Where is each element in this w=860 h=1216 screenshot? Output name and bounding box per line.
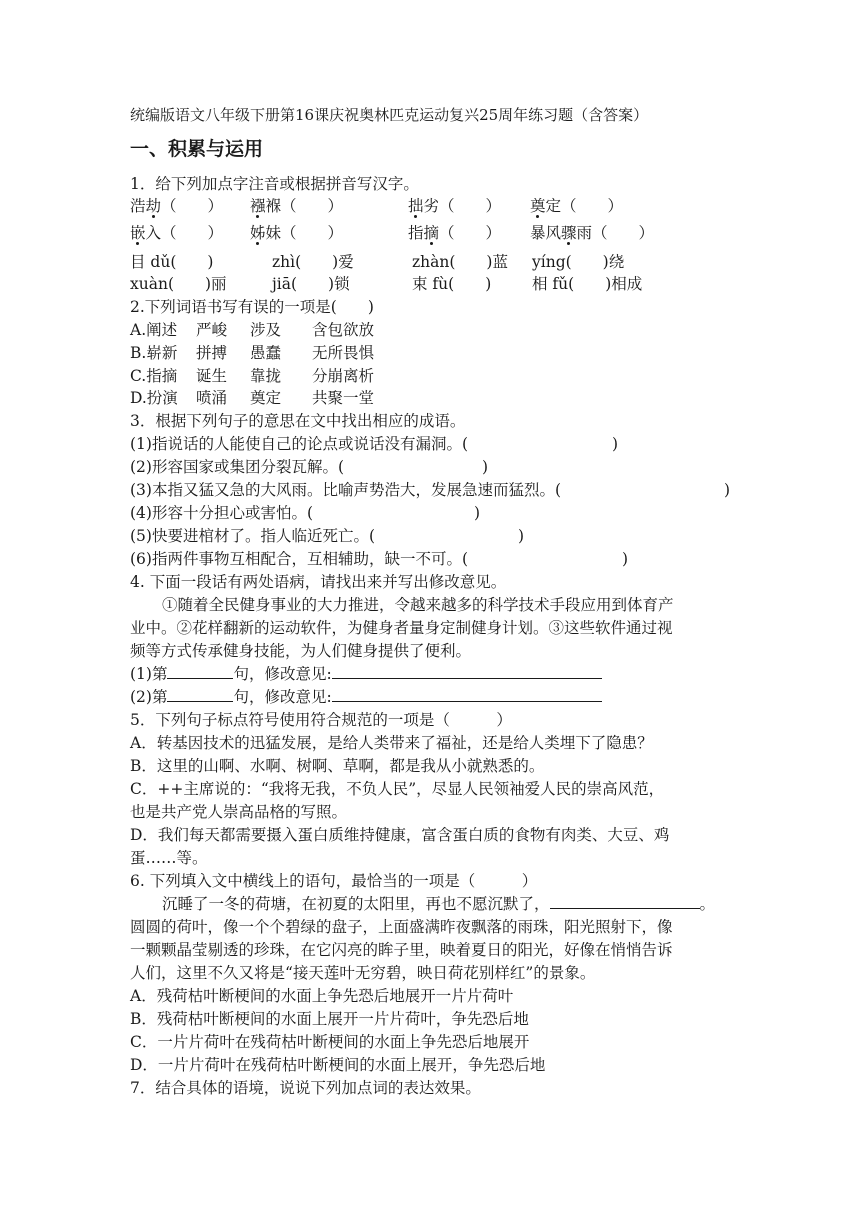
word: 无所畏惧 [312,344,375,362]
q1-item: xuàn( )丽 [130,275,227,293]
answer-blank[interactable] [167,687,233,702]
q1-item: jiā( )锁 [272,275,350,293]
q4-answer-1: (1)第 句，修改意见: [130,663,860,685]
answer-blank[interactable] [332,664,602,679]
q2-prompt: 2.下列词语书写有误的一项是( ) [130,298,374,316]
q3-prompt: 3．根据下列句子的意思在文中找出相应的成语。 [130,412,466,430]
q5-line: 蛋……等。 [130,849,208,867]
q3-item-4: (4)形容十分担心或害怕。( ) [130,504,481,522]
q4-passage-line: ①随着全民健身事业的大力推进，令越来越多的科学技术手段应用到体育产 [162,596,674,614]
word: 拼搏 [196,344,228,362]
q1-item: zhì( )爱 [272,253,354,271]
q1-item: 相 fǔ( )相成 [532,275,643,293]
q1-item: 奠定（ ） [530,197,624,215]
q6-passage-line: 一颗颗晶莹剔透的珍珠，在它闪亮的眸子里，映着夏日的阳光，好像在悄悄告诉 [130,941,673,959]
word: 奠定 [250,389,282,407]
q1-item: zhàn( )蓝 [412,253,508,271]
section-heading: 一、积累与运用 [130,138,264,160]
word: 含包欲放 [312,321,375,339]
q6-option-b: B．残荷枯叶断梗间的水面上展开一片片荷叶，争先恐后地 [130,1010,529,1028]
q7-prompt: 7．结合具体的语境，说说下列加点词的表达效果。 [130,1079,481,1097]
q6-passage-line: 圆圆的荷叶，像一个个碧绿的盘子，上面盛满昨夜飘落的雨珠，阳光照射下，像 [130,918,673,936]
q3-item-2: (2)形容国家或集团分裂瓦解。( ) [130,458,489,476]
q6-option-a: A．残荷枯叶断梗间的水面上争先恐后地展开一片片荷叶 [130,987,514,1005]
q6-prompt: 6. 下列填入文中横线上的语句，最恰当的一项是（ ） [130,872,538,890]
q4-passage-line: 频等方式传承健身技能，为人们健身提供了便利。 [130,642,472,660]
q1-item: yíng( )绕 [532,253,625,271]
q3-item-3: (3)本指又猛又急的大风雨。比喻声势浩大，发展急速而猛烈。( ) [130,481,731,499]
q1-prompt: 1．给下列加点字注音或根据拼音写汉字。 [130,175,419,193]
q4-answer-2: (2)第 句，修改意见: [130,686,860,708]
word: 靠拢 [250,367,282,385]
q3-item-1: (1)指说话的人能使自己的论点或说话没有漏洞。( ) [130,435,619,453]
q6-passage-line: 人们，这里不久又将是“接天莲叶无穷碧，映日荷花别样红”的景象。 [130,964,596,982]
q1-item: 浩劫（ ） [130,197,224,215]
answer-blank[interactable] [332,687,602,702]
q3-item-6: (6)指两件事物互相配合，互相辅助，缺一不可。( ) [130,550,629,568]
q1-item: 姊妹（ ） [250,224,344,242]
document-title: 统编版语文八年级下册第16课庆祝奥林匹克运动复兴25周年练习题（含答案） [130,106,649,124]
word: 严峻 [196,321,228,339]
word: 诞生 [196,367,228,385]
word: B.崭新 [130,344,178,362]
q5-prompt: 5．下列句子标点符号使用符合规范的一项是（ ） [130,711,512,729]
word: C.指摘 [130,367,178,385]
q5-line: A．转基因技术的迅猛发展，是给人类带来了福祉，还是给人类埋下了隐患？ [130,734,653,752]
q3-item-5: (5)快要进棺材了。指人临近死亡。( ) [130,527,525,545]
q4-passage-line: 业中。②花样翻新的运动软件，为健身者量身定制健身计划。③这些软件通过视 [130,619,673,637]
q1-item: 嵌入（ ） [130,224,224,242]
q5-line: D．我们每天都需要摄入蛋白质维持健康，富含蛋白质的食物有肉类、大豆、鸡 [130,826,670,844]
word: A.阐述 [130,321,178,339]
word: 涉及 [250,321,282,339]
q4-prompt: 4. 下面一段话有两处语病，请找出来并写出修改意见。 [130,573,507,591]
q1-item: 目 dǔ( ) [130,253,214,271]
q5-line: 也是共产党人崇高品格的写照。 [130,803,348,821]
word: 分崩离析 [312,367,375,385]
q1-item: 指摘（ ） [408,224,502,242]
q1-item: 襁褓（ ） [250,197,344,215]
answer-blank[interactable] [550,894,700,909]
q1-item: 束 fù( ) [412,275,492,293]
q5-line: C．++主席说的：“我将无我，不负人民”，尽显人民领袖爱人民的崇高风范， [130,780,665,798]
word: 共聚一堂 [312,389,375,407]
q5-line: B．这里的山啊、水啊、树啊、草啊，都是我从小就熟悉的。 [130,757,545,775]
q1-item: 拙劣（ ） [408,197,502,215]
word: 愚蠢 [250,344,282,362]
answer-blank[interactable] [167,664,233,679]
word: 喷涌 [196,389,228,407]
q6-option-d: D．一片片荷叶在残荷枯叶断梗间的水面上展开，争先恐后地 [130,1056,546,1074]
word: D.扮演 [130,389,178,407]
q6-passage-line: 沉睡了一冬的荷塘，在初夏的太阳里，再也不愿沉默了， 。 [162,895,716,913]
q6-option-c: C．一片片荷叶在残荷枯叶断梗间的水面上争先恐后地展开 [130,1033,530,1051]
q1-item: 暴风骤雨（ ） [530,224,655,242]
